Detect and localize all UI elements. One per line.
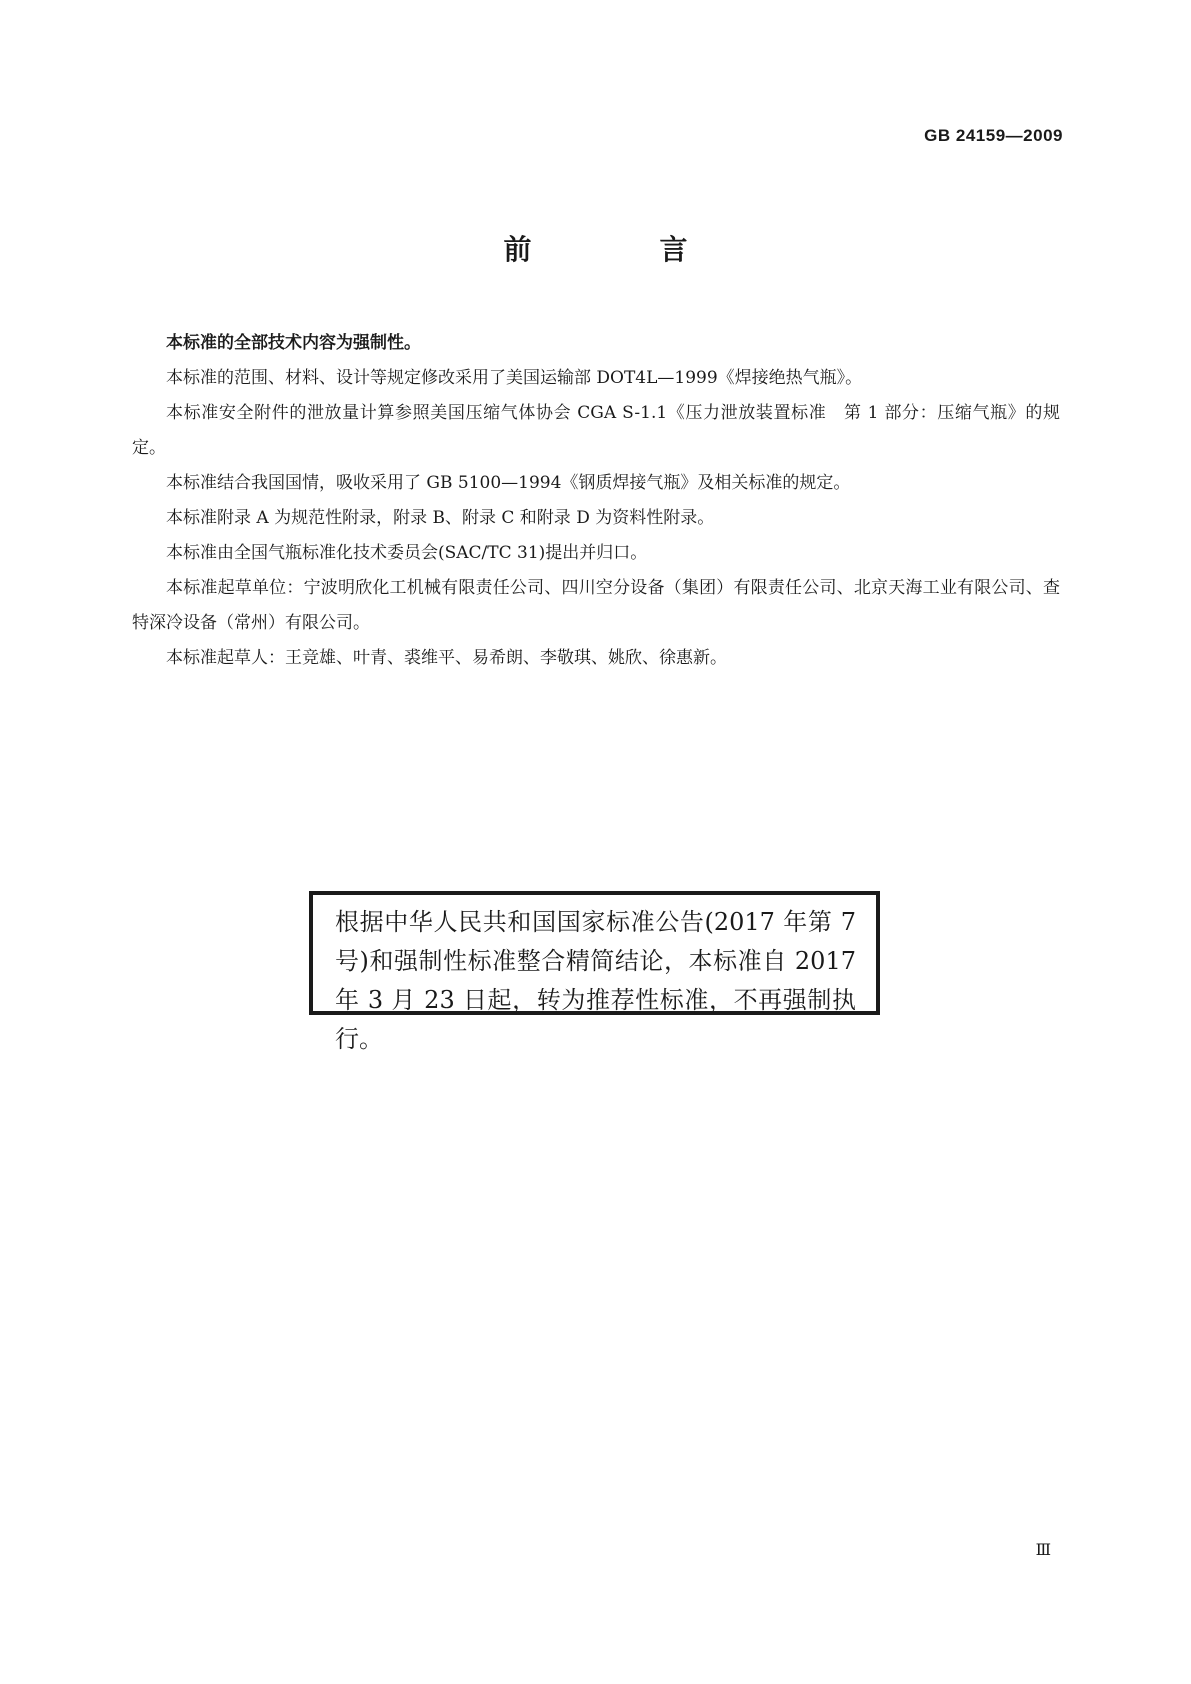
notice-box — [309, 891, 880, 1053]
paragraph-national-conditions: 本标准结合我国国情，吸收采用了 GB 5100—1994《钢质焊接气瓶》及相关标准的规定。 — [166, 473, 851, 493]
standard-code: GB 24159—2009 — [924, 126, 1063, 145]
notice-text: 根据中华人民共和国国家标准公告(2017 年第 7 号)和强制性标准整合精简结论，本标准自 2017 年 3 月 23 日起，转为推荐性标准，不再强制执行。 — [335, 908, 856, 1053]
paragraph-drafters: 本标准起草人：王竞雄、叶青、裘维平、易希朗、李敬琪、姚欣、徐惠新。 — [166, 648, 727, 668]
paragraph-committee: 本标准由全国气瓶标准化技术委员会(SAC/TC 31)提出并归口。 — [166, 543, 648, 563]
page-title: 前 言 — [503, 233, 738, 266]
page-number: Ⅲ — [1035, 1540, 1051, 1559]
paragraph-safety-accessories: 本标准安全附件的泄放量计算参照美国压缩气体协会 CGA S-1.1《压力泄放装置标准 第 1 部分：压缩气瓶》的规定。 — [132, 403, 1060, 458]
paragraph-mandatory-statement: 本标准的全部技术内容为强制性。 — [166, 333, 421, 353]
paragraph-scope: 本标准的范围、材料、设计等规定修改采用了美国运输部 DOT4L—1999《焊接绝热气瓶》。 — [166, 368, 863, 388]
paragraph-drafting-units: 本标准起草单位：宁波明欣化工机械有限责任公司、四川空分设备（集团）有限责任公司、北京天海工业有限公司、查特深冷设备（常州）有限公司。 — [132, 578, 1060, 633]
foreword-body — [132, 326, 1060, 676]
paragraph-annexes: 本标准附录 A 为规范性附录，附录 B、附录 C 和附录 D 为资料性附录。 — [166, 508, 715, 528]
